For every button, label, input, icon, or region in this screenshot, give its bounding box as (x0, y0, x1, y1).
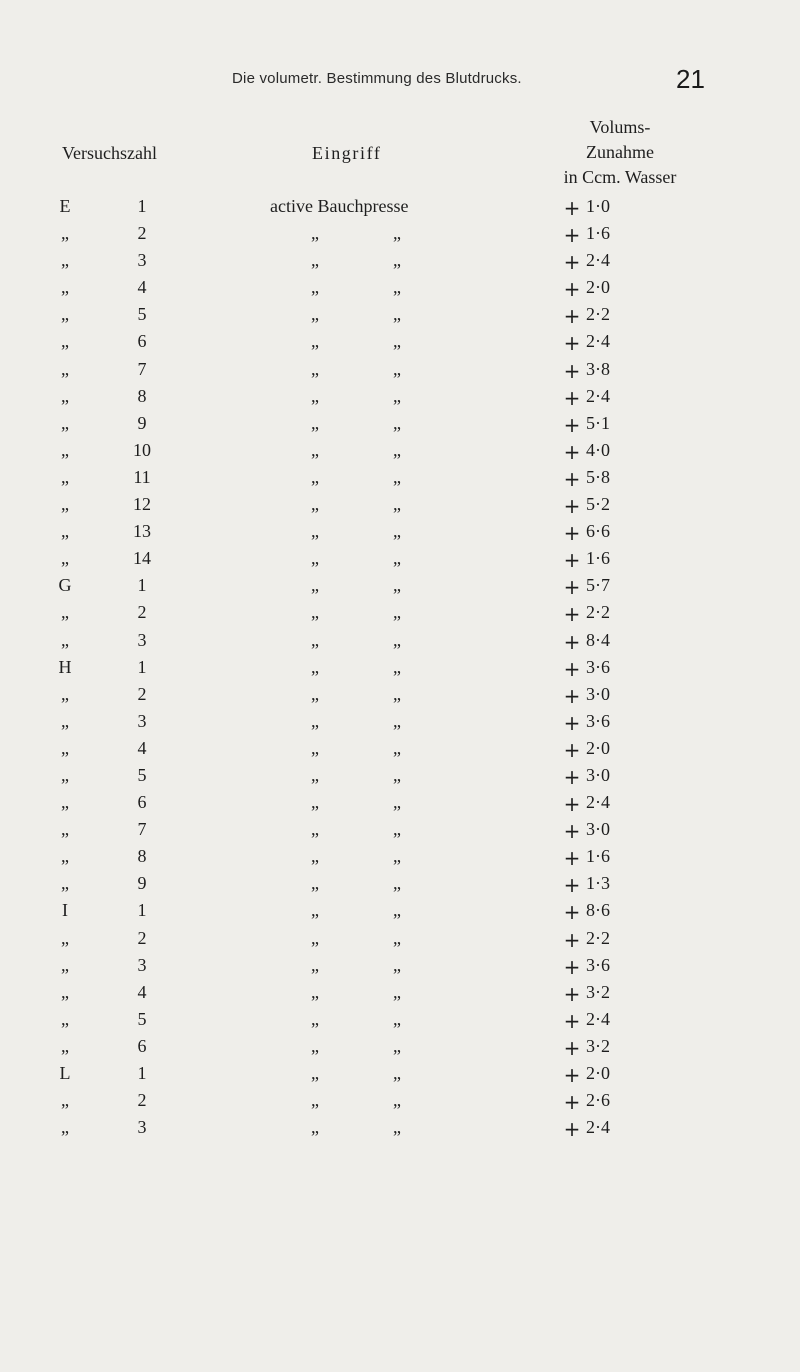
series-letter: „ (61, 1117, 69, 1138)
experiment-number: 1 (137, 575, 147, 596)
volume-increase-value: 2·2 (586, 927, 610, 948)
table-row (0, 1009, 800, 1036)
experiment-number: 3 (137, 710, 147, 731)
ditto-mark: „ (393, 846, 401, 867)
experiment-number: 5 (137, 304, 147, 325)
experiment-number: 3 (137, 250, 147, 271)
table-row (0, 223, 800, 250)
ditto-mark: „ (311, 927, 319, 948)
ditto-mark: „ (311, 331, 319, 352)
ditto-mark: „ (311, 223, 319, 244)
volume-increase-value: 3·6 (586, 710, 610, 731)
experiment-number: 8 (137, 385, 147, 406)
table-row (0, 657, 800, 684)
table-row (0, 819, 800, 846)
plus-sign: + (563, 548, 581, 573)
ditto-mark: „ (393, 385, 401, 406)
ditto-mark: „ (311, 954, 319, 975)
plus-sign: + (563, 223, 581, 248)
plus-sign: + (563, 521, 581, 546)
table-row (0, 575, 800, 602)
series-letter: L (59, 1063, 71, 1083)
plus-sign: + (563, 1117, 581, 1142)
ditto-mark: „ (311, 358, 319, 379)
experiment-number: 3 (137, 1117, 147, 1138)
plus-sign: + (563, 494, 581, 519)
table-row (0, 277, 800, 304)
column-header-volums-line2: Zunahme (586, 142, 654, 162)
table-row (0, 982, 800, 1009)
volume-increase-value: 2·2 (586, 304, 610, 325)
series-letter: „ (61, 846, 69, 867)
series-letter: „ (61, 385, 69, 406)
ditto-mark: „ (311, 764, 319, 785)
series-letter: „ (61, 1090, 69, 1111)
experiment-number: 2 (137, 602, 147, 623)
volume-increase-value: 2·4 (586, 250, 610, 271)
ditto-mark: „ (311, 683, 319, 704)
ditto-mark: „ (393, 710, 401, 731)
experiment-number: 1 (137, 900, 147, 921)
experiment-number: 5 (137, 764, 147, 785)
volume-increase-value: 2·4 (586, 331, 610, 352)
data-table (0, 196, 800, 1144)
volume-increase-value: 2·4 (586, 1117, 610, 1138)
experiment-number: 4 (137, 981, 147, 1002)
series-letter: „ (61, 331, 69, 352)
column-header-eingriff: Eingriff (312, 143, 382, 163)
series-letter: „ (61, 223, 69, 244)
plus-sign: + (563, 1008, 581, 1033)
plus-sign: + (563, 900, 581, 925)
ditto-mark: „ (311, 466, 319, 487)
ditto-mark: „ (311, 981, 319, 1002)
ditto-mark: „ (393, 358, 401, 379)
experiment-number: 1 (137, 1063, 147, 1083)
ditto-mark: „ (393, 819, 401, 840)
ditto-mark: „ (311, 385, 319, 406)
series-letter: „ (61, 981, 69, 1002)
ditto-mark: „ (311, 792, 319, 813)
table-row (0, 440, 800, 467)
ditto-mark: „ (311, 602, 319, 623)
series-letter: „ (61, 954, 69, 975)
plus-sign: + (563, 250, 581, 275)
plus-sign: + (563, 575, 581, 600)
volume-increase-value: 5·7 (586, 575, 610, 596)
table-row (0, 196, 800, 223)
experiment-number: 6 (137, 792, 147, 813)
ditto-mark: „ (311, 900, 319, 921)
ditto-mark: „ (393, 1008, 401, 1029)
table-row (0, 413, 800, 440)
experiment-number: 2 (137, 683, 147, 704)
experiment-number: 14 (133, 548, 151, 569)
experiment-number: 11 (133, 466, 151, 487)
plus-sign: + (563, 629, 581, 654)
volume-increase-value: 1·6 (586, 223, 610, 244)
plus-sign: + (563, 358, 581, 383)
ditto-mark: „ (393, 575, 401, 596)
table-row (0, 738, 800, 765)
series-letter: „ (61, 277, 69, 298)
series-letter: „ (61, 521, 69, 542)
experiment-number: 6 (137, 1035, 147, 1056)
volume-increase-value: 1·0 (586, 196, 610, 216)
series-letter: I (62, 900, 68, 921)
series-letter: „ (61, 927, 69, 948)
volume-increase-value: 1·3 (586, 873, 610, 894)
table-row (0, 873, 800, 900)
volume-increase-value: 2·4 (586, 792, 610, 813)
experiment-number: 9 (137, 873, 147, 894)
plus-sign: + (563, 196, 581, 220)
plus-sign: + (563, 1063, 581, 1087)
volume-increase-value: 3·6 (586, 954, 610, 975)
ditto-mark: „ (311, 250, 319, 271)
table-row (0, 548, 800, 575)
series-letter: „ (61, 358, 69, 379)
table-row (0, 711, 800, 738)
experiment-number: 3 (137, 629, 147, 650)
volume-increase-value: 2·4 (586, 385, 610, 406)
ditto-mark: „ (311, 1090, 319, 1111)
volume-increase-value: 1·6 (586, 548, 610, 569)
series-letter: „ (61, 819, 69, 840)
series-letter: „ (61, 602, 69, 623)
volume-increase-value: 3·2 (586, 981, 610, 1002)
ditto-mark: „ (393, 900, 401, 921)
plus-sign: + (563, 385, 581, 410)
table-row (0, 521, 800, 548)
intervention-text: active Bauchpresse (270, 196, 409, 216)
table-row (0, 900, 800, 927)
plus-sign: + (563, 683, 581, 708)
ditto-mark: „ (311, 1063, 319, 1083)
plus-sign: + (563, 710, 581, 735)
experiment-number: 8 (137, 846, 147, 867)
ditto-mark: „ (311, 277, 319, 298)
volume-increase-value: 6·6 (586, 521, 610, 542)
table-row (0, 928, 800, 955)
series-letter: „ (61, 683, 69, 704)
experiment-number: 2 (137, 927, 147, 948)
column-header-volums-line1: Volums- (589, 117, 651, 137)
table-row (0, 955, 800, 982)
series-letter: „ (61, 1008, 69, 1029)
table-row (0, 386, 800, 413)
ditto-mark: „ (393, 223, 401, 244)
ditto-mark: „ (311, 846, 319, 867)
experiment-number: 10 (133, 439, 151, 460)
table-row (0, 1063, 800, 1090)
ditto-mark: „ (311, 412, 319, 433)
table-row (0, 359, 800, 386)
ditto-mark: „ (393, 873, 401, 894)
ditto-mark: „ (311, 1117, 319, 1138)
table-row (0, 630, 800, 657)
volume-increase-value: 3·2 (586, 1035, 610, 1056)
series-letter: „ (61, 466, 69, 487)
experiment-number: 5 (137, 1008, 147, 1029)
volume-increase-value: 8·4 (586, 629, 610, 650)
plus-sign: + (563, 873, 581, 898)
series-letter: „ (61, 737, 69, 758)
ditto-mark: „ (311, 873, 319, 894)
experiment-number: 3 (137, 954, 147, 975)
plus-sign: + (563, 412, 581, 437)
column-header-versuchszahl: Versuchszahl (62, 143, 157, 163)
column-header-volums-zunahme (520, 116, 720, 191)
ditto-mark: „ (393, 656, 401, 677)
running-head (0, 64, 800, 100)
ditto-mark: „ (311, 1008, 319, 1029)
ditto-mark: „ (311, 548, 319, 569)
table-row (0, 494, 800, 521)
ditto-mark: „ (393, 521, 401, 542)
experiment-number: 2 (137, 1090, 147, 1111)
experiment-number: 2 (137, 223, 147, 244)
table-row (0, 792, 800, 819)
experiment-number: 12 (133, 494, 151, 515)
series-letter: „ (61, 764, 69, 785)
plus-sign: + (563, 819, 581, 844)
volume-increase-value: 2·0 (586, 277, 610, 298)
plus-sign: + (563, 331, 581, 356)
plus-sign: + (563, 277, 581, 302)
volume-increase-value: 3·8 (586, 358, 610, 379)
ditto-mark: „ (311, 521, 319, 542)
ditto-mark: „ (393, 277, 401, 298)
volume-increase-value: 5·8 (586, 466, 610, 487)
plus-sign: + (563, 981, 581, 1006)
ditto-mark: „ (393, 1090, 401, 1111)
volume-increase-value: 2·6 (586, 1090, 610, 1111)
page-number: 21 (676, 64, 705, 94)
ditto-mark: „ (393, 764, 401, 785)
ditto-mark: „ (393, 1117, 401, 1138)
ditto-mark: „ (393, 629, 401, 650)
series-letter: „ (61, 304, 69, 325)
series-letter: „ (61, 412, 69, 433)
experiment-number: 13 (133, 521, 151, 542)
volume-increase-value: 5·1 (586, 412, 610, 433)
plus-sign: + (563, 846, 581, 871)
plus-sign: + (563, 737, 581, 762)
volume-increase-value: 2·0 (586, 737, 610, 758)
ditto-mark: „ (311, 819, 319, 840)
volume-increase-value: 3·0 (586, 683, 610, 704)
table-row (0, 467, 800, 494)
ditto-mark: „ (393, 981, 401, 1002)
ditto-mark: „ (393, 466, 401, 487)
plus-sign: + (563, 466, 581, 491)
ditto-mark: „ (311, 710, 319, 731)
table-row (0, 1036, 800, 1063)
ditto-mark: „ (311, 737, 319, 758)
volume-increase-value: 2·0 (586, 1063, 610, 1083)
series-letter: „ (61, 629, 69, 650)
plus-sign: + (563, 304, 581, 329)
ditto-mark: „ (311, 575, 319, 596)
volume-increase-value: 3·6 (586, 656, 610, 677)
experiment-number: 6 (137, 331, 147, 352)
ditto-mark: „ (393, 494, 401, 515)
ditto-mark: „ (393, 412, 401, 433)
ditto-mark: „ (311, 1035, 319, 1056)
series-letter: „ (61, 439, 69, 460)
ditto-mark: „ (311, 656, 319, 677)
ditto-mark: „ (393, 1035, 401, 1056)
ditto-mark: „ (393, 331, 401, 352)
series-letter: „ (61, 548, 69, 569)
plus-sign: + (563, 927, 581, 952)
ditto-mark: „ (311, 439, 319, 460)
ditto-mark: „ (393, 954, 401, 975)
plus-sign: + (563, 439, 581, 464)
plus-sign: + (563, 656, 581, 681)
running-title: Die volumetr. Bestimmung des Blutdrucks. (232, 70, 522, 87)
experiment-number: 9 (137, 412, 147, 433)
ditto-mark: „ (393, 683, 401, 704)
table-row (0, 765, 800, 792)
series-letter: „ (61, 1035, 69, 1056)
volume-increase-value: 1·6 (586, 846, 610, 867)
series-letter: „ (61, 250, 69, 271)
series-letter: „ (61, 792, 69, 813)
ditto-mark: „ (311, 494, 319, 515)
ditto-mark: „ (393, 1063, 401, 1083)
ditto-mark: „ (393, 548, 401, 569)
experiment-number: 7 (137, 819, 147, 840)
series-letter: G (58, 575, 72, 596)
plus-sign: + (563, 764, 581, 789)
experiment-number: 7 (137, 358, 147, 379)
volume-increase-value: 8·6 (586, 900, 610, 921)
ditto-mark: „ (311, 304, 319, 325)
table-row (0, 304, 800, 331)
volume-increase-value: 2·2 (586, 602, 610, 623)
ditto-mark: „ (393, 439, 401, 460)
experiment-number: 1 (137, 656, 147, 677)
experiment-number: 1 (137, 196, 147, 216)
plus-sign: + (563, 1035, 581, 1060)
ditto-mark: „ (393, 927, 401, 948)
table-row (0, 846, 800, 873)
ditto-mark: „ (393, 304, 401, 325)
plus-sign: + (563, 1090, 581, 1115)
plus-sign: + (563, 954, 581, 979)
ditto-mark: „ (311, 629, 319, 650)
volume-increase-value: 3·0 (586, 819, 610, 840)
series-letter: E (59, 196, 71, 216)
plus-sign: + (563, 602, 581, 627)
ditto-mark: „ (393, 602, 401, 623)
table-row (0, 1117, 800, 1144)
series-letter: „ (61, 710, 69, 731)
experiment-number: 4 (137, 277, 147, 298)
volume-increase-value: 5·2 (586, 494, 610, 515)
experiment-number: 4 (137, 737, 147, 758)
plus-sign: + (563, 792, 581, 817)
column-header-volums-line3: in Ccm. Wasser (563, 167, 677, 187)
series-letter: „ (61, 494, 69, 515)
table-row (0, 1090, 800, 1117)
series-letter: H (58, 656, 72, 677)
table-row (0, 250, 800, 277)
ditto-mark: „ (393, 250, 401, 271)
ditto-mark: „ (393, 737, 401, 758)
volume-increase-value: 3·0 (586, 764, 610, 785)
ditto-mark: „ (393, 792, 401, 813)
volume-increase-value: 2·4 (586, 1008, 610, 1029)
table-row (0, 331, 800, 358)
volume-increase-value: 4·0 (586, 439, 610, 460)
table-row (0, 684, 800, 711)
table-row (0, 602, 800, 629)
series-letter: „ (61, 873, 69, 894)
